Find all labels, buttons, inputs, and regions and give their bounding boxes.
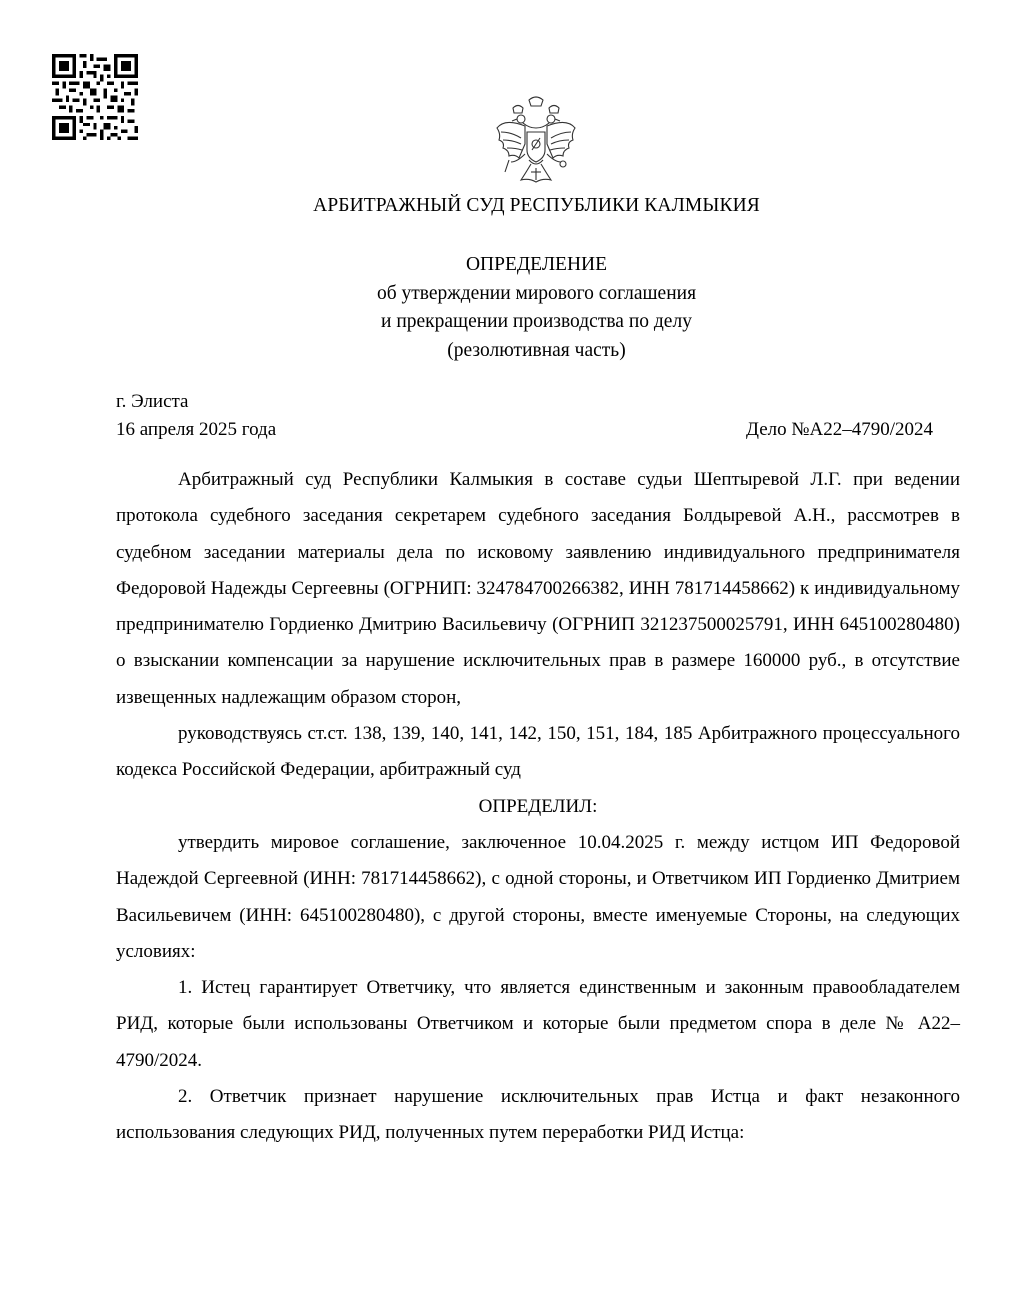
city: г. Элиста — [116, 391, 189, 412]
document-subtitle-2: и прекращении производства по делу — [381, 311, 692, 332]
document-title-block — [0, 251, 1023, 365]
court-name: АРБИТРАЖНЫЙ СУД РЕСПУБЛИКИ КАЛМЫКИЯ — [313, 195, 760, 216]
paragraph-settlement: утвердить мировое соглашение, заключенное 10.04.2025 г. между истцом ИП Федоровой Надеждой Сергеевной (ИНН: 781714458662), с одной стороны, и Ответчиком ИП Гордиенко Дмитрием Васильевичем (ИНН: 645100280480), с другой стороны, вместе именуемые Стороны, на следующих условиях: — [116, 831, 960, 962]
paragraph-term-1: 1. Истец гарантирует Ответчику, что является единственным и законным правообладателем РИД, которые были использованы Ответчиком и которые были предметом спора в деле № А22–4790/2024. — [116, 977, 960, 1071]
decision-date: 16 апреля 2025 года — [116, 419, 277, 440]
document-subtitle-3: (резолютивная часть) — [447, 339, 626, 361]
paragraph-legal-basis: руководствуясь ст.ст. 138, 139, 140, 141, 142, 150, 151, 184, 185 Арбитражного процессуального кодекса Российской Федерации, арбитражный суд — [116, 723, 960, 781]
document-body — [116, 462, 960, 1152]
qr-code-icon — [52, 54, 138, 140]
paragraph-intro: Арбитражный суд Республики Калмыкия в составе судьи Шептыревой Л.Г. при ведении протокола судебного заседания секретарем судебного заседания Болдыревой А.Н., рассмотрев в судебном заседании материалы дела по исковому заявлению индивидуального предпринимателя Федоровой Надежды Сергеевны (ОГРНИП: 324784700266382, ИНН 781714458662) к индивидуальному предпринимателю Гордиенко Дмитрию Васильевичу (ОГРНИП 321237500025791, ИНН 645100280480) о взыскании компенсации за нарушение исключительных прав в размере 160000 руб., в отсутствие извещенных надлежащим образом сторон, — [116, 469, 960, 708]
paragraph-term-2: 2. Ответчик признает нарушение исключительных прав Истца и факт незаконного использования следующих РИД, полученных путем переработки РИД Истца: — [116, 1086, 960, 1144]
document-title: ОПРЕДЕЛЕНИЕ — [465, 254, 608, 275]
case-number: Дело №А22–4790/2024 — [746, 419, 933, 440]
document-subtitle-1: об утверждении мирового соглашения — [376, 282, 697, 304]
coat-of-arms-icon — [491, 94, 581, 186]
resolution-heading: ОПРЕДЕЛИЛ: — [478, 795, 598, 817]
